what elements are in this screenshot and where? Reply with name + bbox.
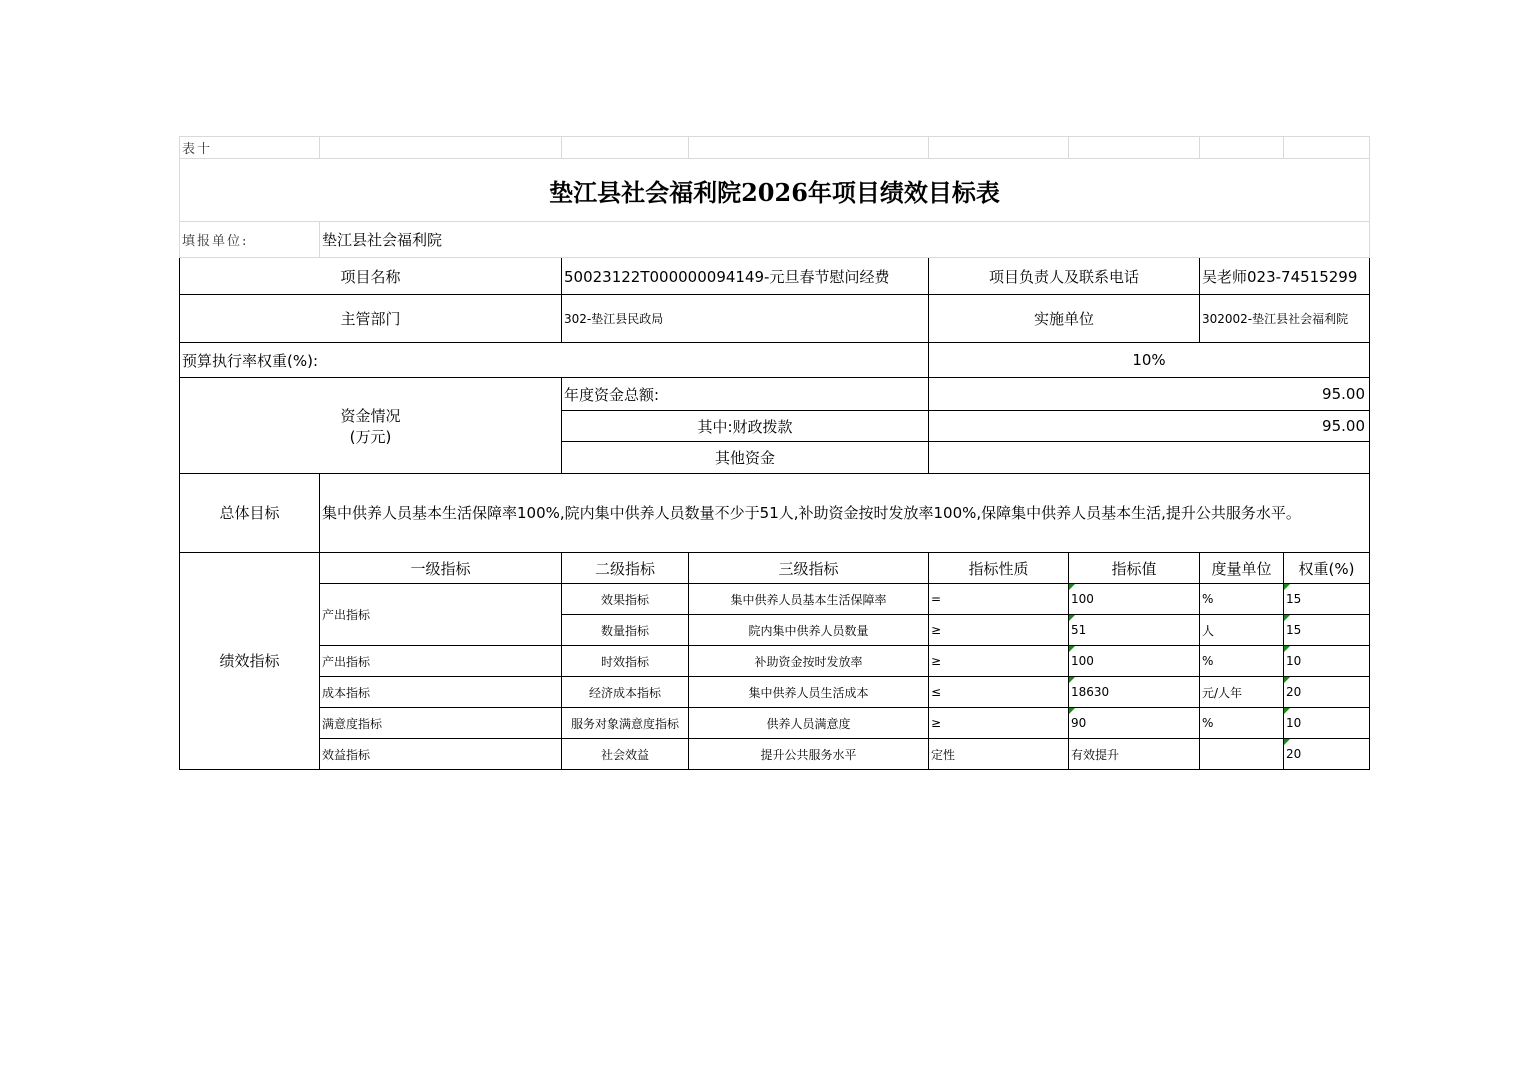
budget-rate-label: 预算执行率权重(%): bbox=[180, 343, 929, 378]
impl-unit-label: 实施单位 bbox=[929, 295, 1200, 343]
indicator-level2: 社会效益 bbox=[562, 739, 689, 770]
indicator-value: 100 bbox=[1069, 646, 1200, 677]
page-title: 垫江县社会福利院2026年项目绩效目标表 bbox=[180, 159, 1370, 222]
dept-value: 302-垫江县民政局 bbox=[562, 295, 929, 343]
header-weight: 权重(%) bbox=[1284, 553, 1370, 584]
fill-unit-label: 填报单位: bbox=[180, 222, 320, 258]
performance-target-sheet bbox=[179, 136, 1369, 770]
indicator-weight: 10 bbox=[1284, 646, 1370, 677]
funds-fiscal-value: 95.00 bbox=[929, 411, 1370, 442]
indicator-unit: % bbox=[1200, 646, 1284, 677]
indicators-label: 绩效指标 bbox=[180, 553, 320, 770]
indicator-unit: 人 bbox=[1200, 615, 1284, 646]
table-row bbox=[180, 739, 1370, 770]
funds-label-line2: (万元) bbox=[349, 427, 392, 446]
funds-total-label: 年度资金总额: bbox=[562, 378, 929, 411]
indicator-level3: 补助资金按时发放率 bbox=[689, 646, 929, 677]
indicator-value: 51 bbox=[1069, 615, 1200, 646]
indicator-weight: 10 bbox=[1284, 708, 1370, 739]
impl-unit-value: 302002-垫江县社会福利院 bbox=[1200, 295, 1370, 343]
header-level2: 二级指标 bbox=[562, 553, 689, 584]
indicator-level3: 供养人员满意度 bbox=[689, 708, 929, 739]
performance-table bbox=[179, 136, 1370, 770]
indicator-level2: 时效指标 bbox=[562, 646, 689, 677]
funds-label bbox=[180, 378, 562, 474]
header-level1: 一级指标 bbox=[320, 553, 562, 584]
funds-total-value: 95.00 bbox=[929, 378, 1370, 411]
indicator-nature: 定性 bbox=[929, 739, 1069, 770]
indicator-level2: 服务对象满意度指标 bbox=[562, 708, 689, 739]
indicator-value: 18630 bbox=[1069, 677, 1200, 708]
indicator-level1: 产出指标 bbox=[320, 646, 562, 677]
indicator-level3: 集中供养人员基本生活保障率 bbox=[689, 584, 929, 615]
overall-goal-label: 总体目标 bbox=[180, 474, 320, 553]
indicator-weight: 20 bbox=[1284, 677, 1370, 708]
header-unit: 度量单位 bbox=[1200, 553, 1284, 584]
header-value: 指标值 bbox=[1069, 553, 1200, 584]
table-row bbox=[180, 677, 1370, 708]
indicator-level1: 成本指标 bbox=[320, 677, 562, 708]
project-owner-value: 吴老师023-74515299 bbox=[1200, 258, 1370, 295]
indicator-level3: 集中供养人员生活成本 bbox=[689, 677, 929, 708]
funds-other-value bbox=[929, 442, 1370, 474]
indicator-level2: 数量指标 bbox=[562, 615, 689, 646]
table-row bbox=[180, 584, 1370, 615]
indicator-weight: 15 bbox=[1284, 615, 1370, 646]
overall-goal-text: 集中供养人员基本生活保障率100%,院内集中供养人员数量不少于51人,补助资金按时发放率100%,保障集中供养人员基本生活,提升公共服务水平。 bbox=[320, 474, 1370, 553]
funds-other-label: 其他资金 bbox=[562, 442, 929, 474]
indicator-level1: 满意度指标 bbox=[320, 708, 562, 739]
indicator-nature: ≥ bbox=[929, 708, 1069, 739]
indicator-level2: 效果指标 bbox=[562, 584, 689, 615]
project-name-label: 项目名称 bbox=[180, 258, 562, 295]
indicator-nature: = bbox=[929, 584, 1069, 615]
header-level3: 三级指标 bbox=[689, 553, 929, 584]
indicator-weight: 15 bbox=[1284, 584, 1370, 615]
indicator-value: 90 bbox=[1069, 708, 1200, 739]
project-name-value: 50023122T000000094149-元旦春节慰问经费 bbox=[562, 258, 929, 295]
indicator-level1: 产出指标 bbox=[320, 584, 562, 646]
indicator-unit: % bbox=[1200, 584, 1284, 615]
indicator-nature: ≤ bbox=[929, 677, 1069, 708]
indicator-value: 100 bbox=[1069, 584, 1200, 615]
fill-unit-value: 垫江县社会福利院 bbox=[320, 222, 1370, 258]
table-row bbox=[180, 708, 1370, 739]
dept-label: 主管部门 bbox=[180, 295, 562, 343]
indicator-unit bbox=[1200, 739, 1284, 770]
indicator-unit: % bbox=[1200, 708, 1284, 739]
indicator-level3: 提升公共服务水平 bbox=[689, 739, 929, 770]
project-owner-label: 项目负责人及联系电话 bbox=[929, 258, 1200, 295]
funds-fiscal-label: 其中:财政拨款 bbox=[562, 411, 929, 442]
funds-label-line1: 资金情况 bbox=[340, 406, 401, 425]
header-nature: 指标性质 bbox=[929, 553, 1069, 584]
indicator-level1: 效益指标 bbox=[320, 739, 562, 770]
table-row bbox=[180, 646, 1370, 677]
indicator-unit: 元/人年 bbox=[1200, 677, 1284, 708]
budget-rate-value: 10% bbox=[929, 343, 1370, 378]
indicator-value: 有效提升 bbox=[1069, 739, 1200, 770]
indicator-nature: ≥ bbox=[929, 615, 1069, 646]
indicator-level3: 院内集中供养人员数量 bbox=[689, 615, 929, 646]
indicator-level2: 经济成本指标 bbox=[562, 677, 689, 708]
table-number: 表十 bbox=[180, 137, 320, 159]
indicator-nature: ≥ bbox=[929, 646, 1069, 677]
indicator-weight: 20 bbox=[1284, 739, 1370, 770]
